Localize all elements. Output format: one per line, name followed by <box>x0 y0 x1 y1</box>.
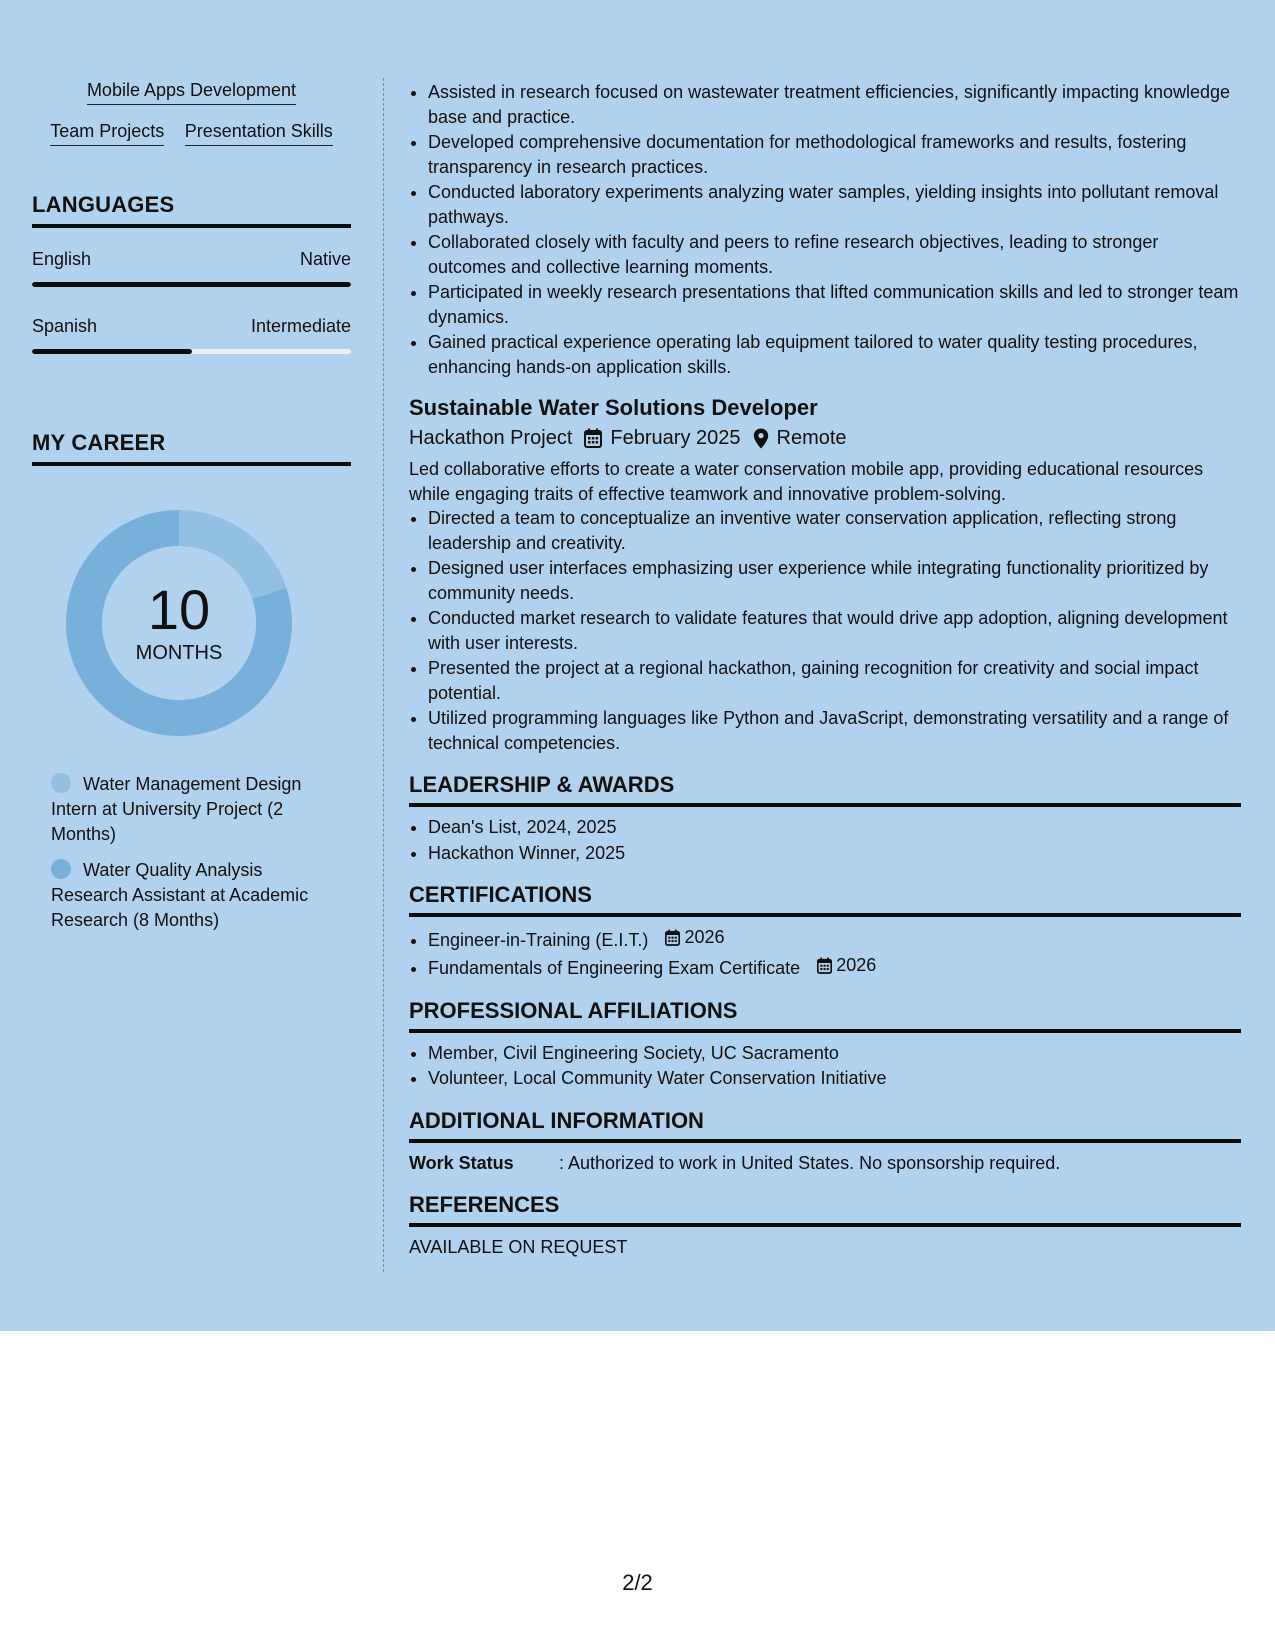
certification-name: Fundamentals of Engineering Exam Certificate <box>428 958 801 978</box>
language-level: Native <box>299 249 351 269</box>
leadership-list <box>409 815 1241 865</box>
job-organization: Hackathon Project <box>409 427 573 449</box>
language-name: Spanish <box>32 316 98 336</box>
affiliations-heading: PROFESSIONAL AFFILIATIONS <box>409 997 1241 1033</box>
bullet-item: • Conducted laboratory experiments analyzing water samples, yielding insights into pollutant removal pathways. <box>428 180 1241 229</box>
bullet-item: • Developed comprehensive documentation for methodological frameworks and results, fostering transparency in research practices. <box>428 130 1241 179</box>
experience-bullets <box>409 80 1241 379</box>
job-date: February 2025 <box>610 427 741 449</box>
language-level-bar <box>32 349 351 354</box>
legend-dot <box>51 859 71 879</box>
leadership-heading: LEADERSHIP & AWARDS <box>409 771 1241 807</box>
skill-row <box>32 119 351 146</box>
donut-center-label <box>66 510 292 736</box>
job-location: Remote <box>776 427 847 449</box>
skill-tag: Team Projects <box>50 119 164 146</box>
references-text: AVAILABLE ON REQUEST <box>409 1236 628 1257</box>
work-status-label: Work Status <box>409 1152 514 1173</box>
work-status-value: : Authorized to work in United States. No sponsorship required. <box>559 1152 1061 1173</box>
certification-item <box>428 925 1241 952</box>
language-level-fill <box>32 349 192 354</box>
skill-row <box>32 78 351 105</box>
bullet-item: • Volunteer, Local Community Water Conservation Initiative <box>428 1066 1241 1091</box>
language-level: Intermediate <box>250 316 351 336</box>
work-status-row <box>409 1151 1241 1175</box>
certification-item <box>428 953 1241 980</box>
references-heading: REFERENCES <box>409 1191 1241 1227</box>
job-description: Led collaborative efforts to create a water conservation mobile app, providing educational resources while engaging traits of effective teamwork and innovative problem-solving. <box>409 459 1204 504</box>
career-legend-label: Water Management Design Intern at University Project (2 Months) <box>51 774 302 844</box>
languages-heading: LANGUAGES <box>32 192 351 228</box>
bullet-item: • Gained practical experience operating lab equipment tailored to water quality testing procedures, enhancing hands-on application skills. <box>428 330 1241 379</box>
main-column <box>409 80 1241 1259</box>
certifications-heading: CERTIFICATIONS <box>409 881 1241 917</box>
additional-info-heading: ADDITIONAL INFORMATION <box>409 1107 1241 1143</box>
bullet-item: • Hackathon Winner, 2025 <box>428 841 1241 866</box>
bullet-item: • Collaborated closely with faculty and peers to refine research objectives, leading to stronger outcomes and collective learning moments. <box>428 230 1241 279</box>
affiliations-list <box>409 1041 1241 1091</box>
bullet-item: • Member, Civil Engineering Society, UC Sacramento <box>428 1041 1241 1066</box>
certifications-list <box>409 925 1241 981</box>
language-level-bar <box>32 282 351 287</box>
page-number: 2/2 <box>622 1570 653 1595</box>
column-divider <box>383 78 384 1272</box>
skill-tag: Mobile Apps Development <box>87 78 296 105</box>
certification-date <box>665 925 724 950</box>
certification-name: Engineer-in-Training (E.I.T.) <box>428 929 649 950</box>
language-item <box>32 248 351 287</box>
calendar-icon <box>584 428 602 448</box>
bullet-item: • Utilized programming languages like Python and JavaScript, demonstrating versatility and a range of technical competencies. <box>428 706 1241 755</box>
career-legend-item <box>51 858 341 933</box>
certification-date <box>817 953 876 978</box>
bullet-item: • Assisted in research focused on wastewater treatment efficiencies, significantly impacting knowledge base and practice. <box>428 80 1241 129</box>
skill-tag: Presentation Skills <box>185 119 333 146</box>
bullet-item: • Conducted market research to validate features that would drive app adoption, aligning development with user interests. <box>428 606 1241 655</box>
career-heading: MY CAREER <box>32 430 351 466</box>
location-pin-icon <box>753 428 769 449</box>
career-total-unit: MONTHS <box>135 642 223 664</box>
certification-year: 2026 <box>836 955 877 976</box>
career-legend-label: Water Quality Analysis Research Assistant at Academic Research (8 Months) <box>51 860 309 930</box>
sidebar <box>32 78 351 944</box>
language-level-fill <box>32 282 351 287</box>
career-legend <box>51 772 341 933</box>
career-donut-chart <box>66 510 292 736</box>
certification-year: 2026 <box>684 927 725 947</box>
bullet-item: • Designed user interfaces emphasizing user experience while integrating functionality prioritized by community needs. <box>428 556 1241 605</box>
calendar-icon <box>665 929 680 946</box>
job-title: Sustainable Water Solutions Developer <box>409 395 818 420</box>
bullet-item: • Participated in weekly research presentations that lifted communication skills and led to stronger team dynamics. <box>428 280 1241 329</box>
career-legend-item <box>51 772 341 847</box>
job-bullets <box>409 506 1241 755</box>
job-meta <box>409 423 1241 453</box>
legend-dot <box>51 773 71 793</box>
bullet-item: • Presented the project at a regional hackathon, gaining recognition for creativity and social impact potential. <box>428 656 1241 705</box>
calendar-icon <box>817 957 832 974</box>
career-total-months: 10 <box>147 578 211 641</box>
bullet-item: • Directed a team to conceptualize an inventive water conservation application, reflecting strong leadership and creativity. <box>428 506 1241 555</box>
language-name: English <box>32 249 92 269</box>
language-item <box>32 315 351 354</box>
bullet-item: • Dean's List, 2024, 2025 <box>428 815 1241 840</box>
